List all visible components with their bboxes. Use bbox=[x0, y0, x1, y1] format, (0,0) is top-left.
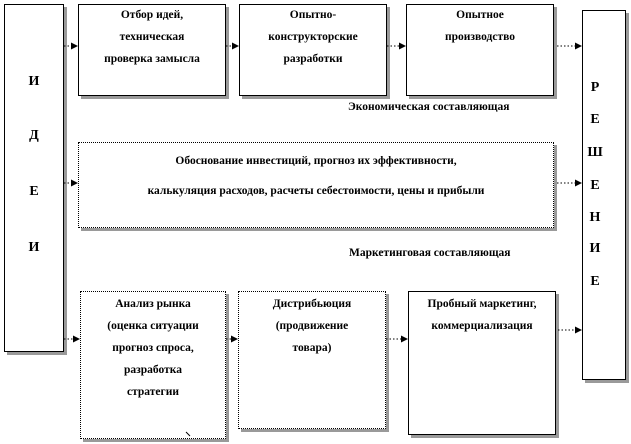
market-analysis-line: (оценка ситуации bbox=[107, 320, 199, 332]
idea-selection-line: Отбор идей, bbox=[120, 9, 184, 21]
decision-letter: Е bbox=[590, 274, 600, 289]
pilot-production-line: Опытное bbox=[456, 9, 504, 21]
market-analysis-line: прогноз спроса, bbox=[112, 342, 194, 354]
idea-selection-line: проверка замысла bbox=[104, 53, 200, 65]
decision-letter: Е bbox=[590, 112, 600, 127]
economic-line: калькуляция расходов, расчеты себестоимости, цены и прибыли bbox=[147, 185, 485, 197]
market-analysis-line: Анализ рынка bbox=[115, 298, 191, 310]
ideas-letter: Д bbox=[29, 128, 39, 143]
decision-letter: Р bbox=[590, 80, 600, 95]
distribution-line: Дистрибьюция bbox=[272, 298, 352, 310]
distribution-line: (продвижение bbox=[275, 320, 349, 332]
decision-letter: И bbox=[589, 241, 601, 256]
test-marketing-line: коммерциализация bbox=[431, 320, 533, 332]
idea-selection-line: техническая bbox=[119, 31, 185, 43]
ideas-letter: И bbox=[28, 240, 40, 255]
test-marketing-line: Пробный маркетинг, bbox=[427, 298, 537, 310]
ideas-letter: И bbox=[28, 74, 40, 89]
rnd-line: конструкторские bbox=[268, 31, 358, 43]
tick-mark bbox=[186, 432, 190, 436]
pilot-production-line: производство bbox=[444, 31, 516, 43]
marketing-label: Маркетинговая составляющая bbox=[349, 247, 511, 259]
decision-letter: Н bbox=[589, 210, 601, 225]
rnd-line: Опытно- bbox=[289, 9, 337, 21]
decision-letter: Ш bbox=[587, 145, 603, 160]
rnd-line: разработки bbox=[283, 53, 343, 65]
economic-label: Экономическая составляющая bbox=[348, 101, 510, 113]
market-analysis-line: стратегии bbox=[127, 386, 179, 398]
decision-letter: Е bbox=[590, 178, 600, 193]
ideas-letter: Е bbox=[29, 184, 39, 199]
economic-line: Обоснование инвестиций, прогноз их эффективности, bbox=[175, 155, 457, 167]
distribution-line: товара) bbox=[292, 342, 332, 354]
market-analysis-line: разработка bbox=[124, 364, 182, 376]
